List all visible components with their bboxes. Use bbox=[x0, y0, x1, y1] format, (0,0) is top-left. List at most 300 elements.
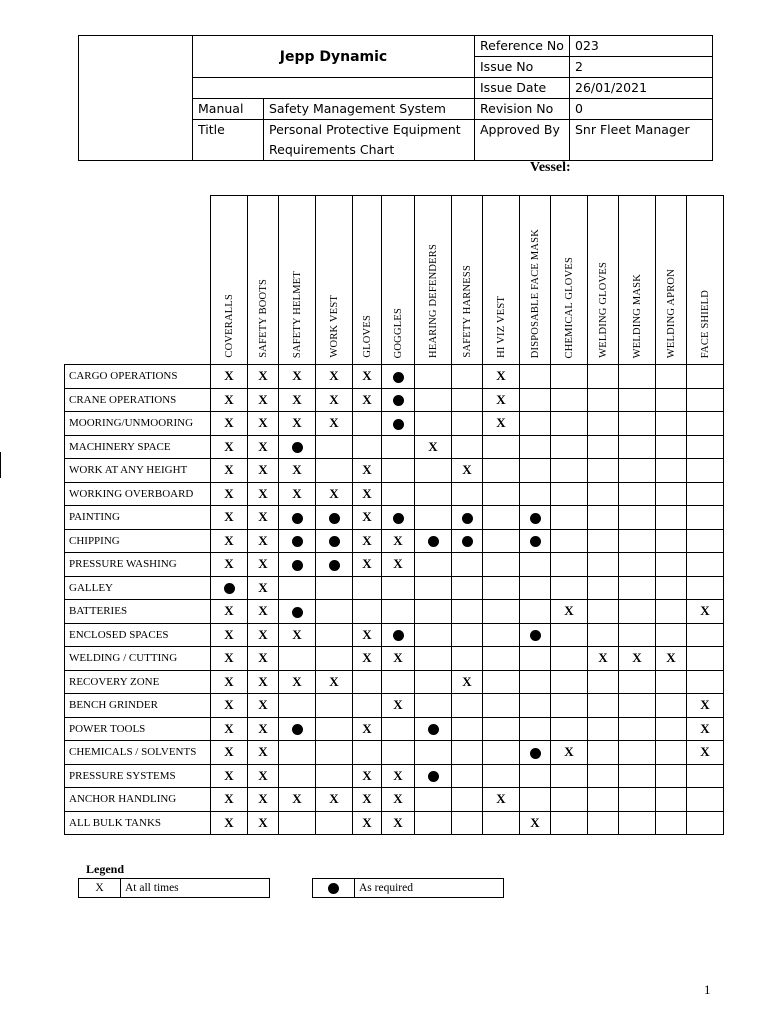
empty-cell bbox=[452, 412, 483, 436]
empty-cell bbox=[279, 694, 316, 718]
empty-cell bbox=[353, 670, 382, 694]
empty-cell bbox=[316, 600, 353, 624]
table-row bbox=[65, 717, 724, 741]
empty-cell bbox=[520, 435, 551, 459]
at-all-times-cell: X bbox=[248, 506, 279, 530]
empty-cell bbox=[588, 717, 619, 741]
at-all-times-cell: X bbox=[211, 647, 248, 671]
issue-date-value: 26/01/2021 bbox=[570, 78, 713, 99]
empty-cell bbox=[551, 553, 588, 577]
column-header bbox=[656, 196, 687, 365]
empty-cell bbox=[415, 741, 452, 765]
empty-cell bbox=[415, 623, 452, 647]
at-all-times-cell: X bbox=[248, 576, 279, 600]
empty-cell bbox=[415, 365, 452, 389]
empty-cell bbox=[687, 788, 724, 812]
row-label: ENCLOSED SPACES bbox=[65, 623, 211, 647]
empty-cell bbox=[687, 576, 724, 600]
column-header bbox=[248, 196, 279, 365]
table-row bbox=[65, 576, 724, 600]
column-header-label: WORK VEST bbox=[328, 295, 340, 358]
bullet-icon bbox=[292, 536, 303, 547]
empty-cell bbox=[353, 576, 382, 600]
empty-cell bbox=[415, 647, 452, 671]
empty-cell bbox=[588, 506, 619, 530]
empty-cell bbox=[452, 600, 483, 624]
legend-as-required bbox=[312, 878, 504, 898]
empty-cell bbox=[619, 553, 656, 577]
empty-cell bbox=[520, 388, 551, 412]
at-all-times-cell: X bbox=[248, 811, 279, 835]
table-row bbox=[65, 694, 724, 718]
empty-cell bbox=[483, 576, 520, 600]
as-required-cell bbox=[316, 553, 353, 577]
empty-cell bbox=[316, 764, 353, 788]
column-header-label: HI VIZ VEST bbox=[495, 296, 507, 358]
as-required-cell bbox=[279, 717, 316, 741]
at-all-times-cell: X bbox=[248, 623, 279, 647]
empty-cell bbox=[382, 435, 415, 459]
row-label: CARGO OPERATIONS bbox=[65, 365, 211, 389]
as-required-cell bbox=[382, 412, 415, 436]
empty-cell bbox=[316, 459, 353, 483]
empty-cell bbox=[452, 553, 483, 577]
at-all-times-cell: X bbox=[279, 365, 316, 389]
document-header-table bbox=[78, 35, 713, 161]
empty-cell bbox=[483, 435, 520, 459]
column-header-label: SAFETY HELMET bbox=[291, 270, 303, 358]
empty-cell bbox=[687, 482, 724, 506]
table-row bbox=[65, 647, 724, 671]
at-all-times-cell: X bbox=[483, 788, 520, 812]
at-all-times-cell: X bbox=[353, 388, 382, 412]
bullet-icon bbox=[328, 883, 339, 894]
row-label: BENCH GRINDER bbox=[65, 694, 211, 718]
empty-cell bbox=[551, 694, 588, 718]
at-all-times-cell: X bbox=[279, 459, 316, 483]
empty-cell bbox=[619, 529, 656, 553]
at-all-times-cell: X bbox=[382, 788, 415, 812]
empty-cell bbox=[588, 365, 619, 389]
row-label: POWER TOOLS bbox=[65, 717, 211, 741]
row-label: WORKING OVERBOARD bbox=[65, 482, 211, 506]
empty-cell bbox=[483, 647, 520, 671]
legend-x-symbol: X bbox=[79, 879, 121, 898]
empty-cell bbox=[279, 741, 316, 765]
empty-cell bbox=[452, 365, 483, 389]
empty-cell bbox=[619, 764, 656, 788]
as-required-cell bbox=[316, 506, 353, 530]
empty-cell bbox=[353, 694, 382, 718]
empty-cell bbox=[619, 600, 656, 624]
empty-cell bbox=[619, 412, 656, 436]
as-required-cell bbox=[415, 529, 452, 553]
row-label: PRESSURE SYSTEMS bbox=[65, 764, 211, 788]
empty-cell bbox=[452, 388, 483, 412]
at-all-times-cell: X bbox=[316, 388, 353, 412]
at-all-times-cell: X bbox=[211, 529, 248, 553]
at-all-times-cell: X bbox=[211, 741, 248, 765]
bullet-icon bbox=[462, 536, 473, 547]
table-row bbox=[65, 365, 724, 389]
empty-cell bbox=[452, 764, 483, 788]
as-required-cell bbox=[382, 623, 415, 647]
at-all-times-cell: X bbox=[211, 506, 248, 530]
at-all-times-cell: X bbox=[279, 388, 316, 412]
empty-cell bbox=[520, 764, 551, 788]
legend-dot-meaning: As required bbox=[355, 879, 504, 898]
at-all-times-cell: X bbox=[353, 764, 382, 788]
empty-cell bbox=[588, 459, 619, 483]
empty-cell bbox=[316, 741, 353, 765]
row-label: BATTERIES bbox=[65, 600, 211, 624]
page-number: 1 bbox=[704, 982, 711, 997]
empty-cell bbox=[452, 623, 483, 647]
empty-cell bbox=[382, 717, 415, 741]
empty-cell bbox=[520, 647, 551, 671]
at-all-times-cell: X bbox=[211, 459, 248, 483]
at-all-times-cell: X bbox=[211, 623, 248, 647]
as-required-cell bbox=[520, 529, 551, 553]
at-all-times-cell: X bbox=[248, 553, 279, 577]
empty-cell bbox=[656, 529, 687, 553]
table-corner bbox=[65, 196, 211, 365]
empty-cell bbox=[619, 717, 656, 741]
at-all-times-cell: X bbox=[211, 670, 248, 694]
at-all-times-cell: X bbox=[279, 412, 316, 436]
empty-cell bbox=[520, 717, 551, 741]
empty-cell bbox=[551, 388, 588, 412]
at-all-times-cell: X bbox=[211, 717, 248, 741]
empty-cell bbox=[551, 435, 588, 459]
bullet-icon bbox=[292, 724, 303, 735]
empty-cell bbox=[656, 623, 687, 647]
empty-cell bbox=[316, 623, 353, 647]
empty-cell bbox=[415, 459, 452, 483]
empty-cell bbox=[619, 788, 656, 812]
at-all-times-cell: X bbox=[316, 365, 353, 389]
bullet-icon bbox=[530, 630, 541, 641]
empty-cell bbox=[687, 506, 724, 530]
at-all-times-cell: X bbox=[248, 600, 279, 624]
table-row bbox=[65, 459, 724, 483]
as-required-cell bbox=[211, 576, 248, 600]
empty-cell bbox=[551, 365, 588, 389]
empty-cell bbox=[316, 647, 353, 671]
at-all-times-cell: X bbox=[452, 459, 483, 483]
revision-value: 0 bbox=[570, 99, 713, 120]
empty-cell bbox=[316, 576, 353, 600]
title-value: Personal Protective Equipment Requirements Chart bbox=[264, 120, 475, 161]
empty-cell bbox=[483, 694, 520, 718]
empty-cell bbox=[483, 717, 520, 741]
empty-cell bbox=[687, 553, 724, 577]
as-required-cell bbox=[415, 764, 452, 788]
empty-cell bbox=[483, 553, 520, 577]
empty-cell bbox=[551, 717, 588, 741]
approved-value: Snr Fleet Manager bbox=[570, 120, 713, 161]
as-required-cell bbox=[415, 717, 452, 741]
at-all-times-cell: X bbox=[520, 811, 551, 835]
empty-cell bbox=[656, 553, 687, 577]
at-all-times-cell: X bbox=[353, 365, 382, 389]
empty-cell bbox=[551, 459, 588, 483]
table-row bbox=[65, 741, 724, 765]
as-required-cell bbox=[382, 388, 415, 412]
bullet-icon bbox=[428, 536, 439, 547]
at-all-times-cell: X bbox=[248, 529, 279, 553]
legend-title: Legend bbox=[86, 862, 125, 876]
bullet-icon bbox=[393, 372, 404, 383]
column-header-label: WELDING MASK bbox=[631, 273, 643, 358]
empty-cell bbox=[551, 412, 588, 436]
bullet-icon bbox=[393, 513, 404, 524]
empty-cell bbox=[520, 365, 551, 389]
bullet-icon bbox=[428, 771, 439, 782]
bullet-icon bbox=[224, 583, 235, 594]
table-row bbox=[65, 388, 724, 412]
empty-cell bbox=[382, 670, 415, 694]
empty-cell bbox=[316, 811, 353, 835]
column-header bbox=[452, 196, 483, 365]
empty-cell bbox=[588, 553, 619, 577]
approved-label: Approved By bbox=[475, 120, 570, 161]
at-all-times-cell: X bbox=[353, 529, 382, 553]
bullet-icon bbox=[428, 724, 439, 735]
empty-cell bbox=[619, 435, 656, 459]
as-required-cell bbox=[279, 553, 316, 577]
bullet-icon bbox=[292, 513, 303, 524]
empty-cell bbox=[588, 741, 619, 765]
legend-dot-symbol bbox=[313, 879, 355, 898]
empty-cell bbox=[588, 482, 619, 506]
at-all-times-cell: X bbox=[353, 811, 382, 835]
empty-cell bbox=[687, 623, 724, 647]
at-all-times-cell: X bbox=[353, 482, 382, 506]
empty-cell bbox=[520, 459, 551, 483]
empty-cell bbox=[687, 459, 724, 483]
empty-cell bbox=[687, 435, 724, 459]
table-row bbox=[65, 529, 724, 553]
empty-cell bbox=[687, 670, 724, 694]
empty-cell bbox=[687, 647, 724, 671]
empty-cell bbox=[687, 811, 724, 835]
row-label: ALL BULK TANKS bbox=[65, 811, 211, 835]
empty-cell bbox=[619, 506, 656, 530]
empty-cell bbox=[520, 694, 551, 718]
empty-cell bbox=[415, 388, 452, 412]
vessel-label: Vessel: bbox=[530, 160, 571, 175]
empty-cell bbox=[619, 365, 656, 389]
at-all-times-cell: X bbox=[248, 482, 279, 506]
empty-cell bbox=[353, 435, 382, 459]
as-required-cell bbox=[279, 529, 316, 553]
column-header-label: FACE SHIELD bbox=[699, 289, 711, 358]
column-header-label: SAFETY HARNESS bbox=[461, 265, 473, 358]
reference-label: Reference No bbox=[475, 36, 570, 57]
at-all-times-cell: X bbox=[248, 459, 279, 483]
empty-cell bbox=[551, 670, 588, 694]
at-all-times-cell: X bbox=[687, 600, 724, 624]
table-row bbox=[65, 788, 724, 812]
at-all-times-cell: X bbox=[248, 717, 279, 741]
empty-cell bbox=[483, 670, 520, 694]
column-header bbox=[279, 196, 316, 365]
empty-cell bbox=[483, 529, 520, 553]
empty-cell bbox=[656, 482, 687, 506]
empty-cell bbox=[452, 811, 483, 835]
at-all-times-cell: X bbox=[211, 553, 248, 577]
empty-cell bbox=[382, 576, 415, 600]
bullet-icon bbox=[329, 513, 340, 524]
empty-cell bbox=[619, 741, 656, 765]
at-all-times-cell: X bbox=[316, 670, 353, 694]
column-header bbox=[588, 196, 619, 365]
empty-cell bbox=[619, 670, 656, 694]
empty-cell bbox=[452, 647, 483, 671]
at-all-times-cell: X bbox=[248, 741, 279, 765]
empty-cell bbox=[520, 553, 551, 577]
at-all-times-cell: X bbox=[382, 647, 415, 671]
empty-cell bbox=[687, 388, 724, 412]
at-all-times-cell: X bbox=[211, 764, 248, 788]
manual-value: Safety Management System bbox=[264, 99, 475, 120]
at-all-times-cell: X bbox=[483, 365, 520, 389]
empty-cell bbox=[619, 459, 656, 483]
column-header bbox=[551, 196, 588, 365]
at-all-times-cell: X bbox=[248, 694, 279, 718]
bullet-icon bbox=[329, 536, 340, 547]
row-label: WELDING / CUTTING bbox=[65, 647, 211, 671]
as-required-cell bbox=[520, 741, 551, 765]
at-all-times-cell: X bbox=[279, 670, 316, 694]
bullet-icon bbox=[393, 630, 404, 641]
issue-value: 2 bbox=[570, 57, 713, 78]
empty-cell bbox=[483, 741, 520, 765]
table-row bbox=[65, 811, 724, 835]
at-all-times-cell: X bbox=[353, 717, 382, 741]
revision-label: Revision No bbox=[475, 99, 570, 120]
empty-cell bbox=[415, 694, 452, 718]
empty-cell bbox=[656, 506, 687, 530]
empty-cell bbox=[520, 788, 551, 812]
empty-cell bbox=[415, 576, 452, 600]
at-all-times-cell: X bbox=[279, 482, 316, 506]
row-label: PAINTING bbox=[65, 506, 211, 530]
column-header bbox=[316, 196, 353, 365]
as-required-cell bbox=[520, 506, 551, 530]
at-all-times-cell: X bbox=[248, 365, 279, 389]
as-required-cell bbox=[520, 623, 551, 647]
as-required-cell bbox=[279, 506, 316, 530]
bullet-icon bbox=[530, 536, 541, 547]
at-all-times-cell: X bbox=[483, 388, 520, 412]
column-header bbox=[353, 196, 382, 365]
empty-cell bbox=[415, 553, 452, 577]
empty-cell bbox=[279, 764, 316, 788]
at-all-times-cell: X bbox=[382, 694, 415, 718]
empty-cell bbox=[656, 388, 687, 412]
empty-cell bbox=[656, 412, 687, 436]
empty-cell bbox=[316, 694, 353, 718]
at-all-times-cell: X bbox=[248, 764, 279, 788]
table-row bbox=[65, 764, 724, 788]
ppe-requirements-table bbox=[64, 195, 724, 835]
at-all-times-cell: X bbox=[211, 788, 248, 812]
bullet-icon bbox=[292, 560, 303, 571]
column-header bbox=[415, 196, 452, 365]
column-header bbox=[211, 196, 248, 365]
empty-cell bbox=[687, 365, 724, 389]
empty-cell bbox=[382, 600, 415, 624]
at-all-times-cell: X bbox=[279, 788, 316, 812]
column-header bbox=[520, 196, 551, 365]
bullet-icon bbox=[329, 560, 340, 571]
as-required-cell bbox=[382, 506, 415, 530]
at-all-times-cell: X bbox=[687, 694, 724, 718]
title-label: Title bbox=[193, 120, 264, 161]
empty-cell bbox=[452, 576, 483, 600]
at-all-times-cell: X bbox=[687, 717, 724, 741]
at-all-times-cell: X bbox=[353, 506, 382, 530]
empty-cell bbox=[551, 482, 588, 506]
as-required-cell bbox=[316, 529, 353, 553]
empty-cell bbox=[353, 741, 382, 765]
table-row bbox=[65, 600, 724, 624]
empty-cell bbox=[588, 412, 619, 436]
empty-cell bbox=[279, 576, 316, 600]
at-all-times-cell: X bbox=[316, 412, 353, 436]
at-all-times-cell: X bbox=[415, 435, 452, 459]
at-all-times-cell: X bbox=[211, 694, 248, 718]
empty-cell bbox=[520, 600, 551, 624]
as-required-cell bbox=[279, 600, 316, 624]
bullet-icon bbox=[530, 513, 541, 524]
as-required-cell bbox=[452, 529, 483, 553]
at-all-times-cell: X bbox=[316, 788, 353, 812]
at-all-times-cell: X bbox=[211, 388, 248, 412]
empty-cell bbox=[452, 694, 483, 718]
empty-cell bbox=[551, 647, 588, 671]
at-all-times-cell: X bbox=[211, 482, 248, 506]
at-all-times-cell: X bbox=[483, 412, 520, 436]
table-row bbox=[65, 506, 724, 530]
empty-cell bbox=[588, 670, 619, 694]
empty-cell bbox=[588, 388, 619, 412]
empty-cell bbox=[353, 412, 382, 436]
column-header-label: COVERALLS bbox=[223, 294, 235, 358]
at-all-times-cell: X bbox=[353, 553, 382, 577]
as-required-cell bbox=[452, 506, 483, 530]
empty-cell bbox=[656, 717, 687, 741]
at-all-times-cell: X bbox=[211, 600, 248, 624]
empty-cell bbox=[415, 670, 452, 694]
row-label: PRESSURE WASHING bbox=[65, 553, 211, 577]
empty-cell bbox=[520, 670, 551, 694]
empty-cell bbox=[483, 482, 520, 506]
empty-cell bbox=[316, 717, 353, 741]
empty-cell bbox=[415, 482, 452, 506]
at-all-times-cell: X bbox=[316, 482, 353, 506]
empty-cell bbox=[588, 529, 619, 553]
margin-mark bbox=[0, 452, 1, 478]
empty-cell bbox=[588, 600, 619, 624]
empty-cell bbox=[656, 788, 687, 812]
empty-cell bbox=[520, 482, 551, 506]
blank-cell bbox=[193, 78, 475, 99]
at-all-times-cell: X bbox=[353, 623, 382, 647]
empty-cell bbox=[656, 811, 687, 835]
